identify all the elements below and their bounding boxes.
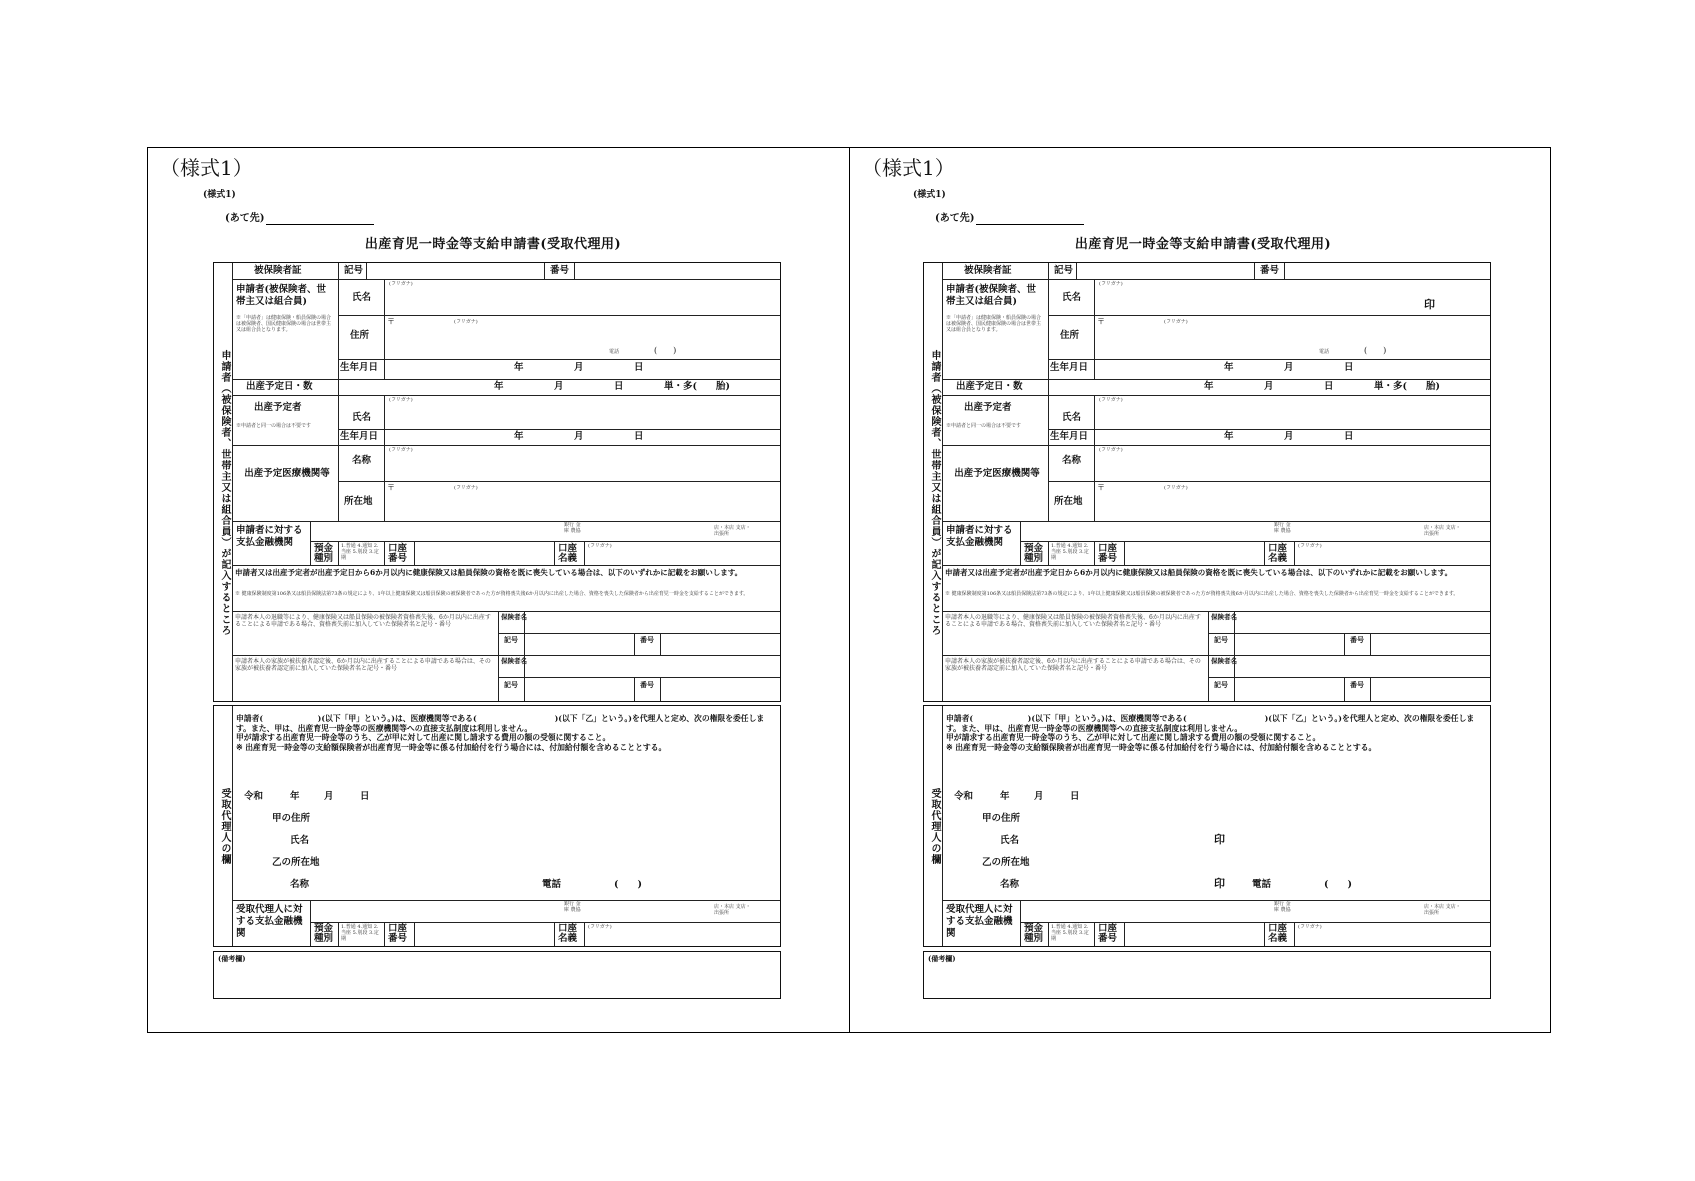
proxy-bank-type-options: 銀行 金庫 農協 [564,901,581,913]
account-name-furigana: (フリガナ) [588,543,612,549]
proxy-text-3: ※ 出産育児一時金等の支給額保険者が出産育児一時金等に係る付加給付を行う場合には、付加給付額を含めることとする。 [236,743,667,753]
applicant-birth-month: 月 [574,362,584,373]
applicant-birth-year: 年 [1224,362,1234,373]
institution-label: 出産予定医療機関等 [244,468,330,479]
proxy-bank-type-options: 銀行 金庫 農協 [1274,901,1291,913]
family-kigou-label: 記号 [1214,680,1228,689]
addressee-line [266,224,374,225]
form-title: 出産育児一時金等支給申請書(受取代理用) [1074,237,1332,252]
self-insurer-name-label: 保険者名 [1211,613,1237,621]
account-number-label: 口座番号 [388,543,408,565]
expectant-birth-day: 日 [1344,431,1354,442]
a-address-label: 甲の住所 [272,813,311,824]
form-title: 出産育児一時金等支給申請書(受取代理用) [364,237,622,252]
due-day: 日 [1324,381,1334,392]
proxy-text-2: 甲が請求する出産育児一時金等のうち、乙が甲に対して出産に関し請求する費用の額の受領に関すること。 [946,733,1321,743]
proxy-day: 日 [1070,791,1080,802]
insurance-card-label: 被保険者証 [964,265,1012,276]
applicant-address-furigana: (フリガナ) [1164,319,1188,325]
proxy-section-side-label: 受取代理人の欄 [929,787,940,865]
self-loss-text: 申請者本人の退職等により、健康保険又は船員保険の被保険者資格喪失後、6か月以内に出産することによる申請である場合、資格喪失前に加入していた保険者名と記号・番号 [235,614,491,629]
proxy-day: 日 [360,791,370,802]
self-insurer-name-label: 保険者名 [501,613,527,621]
deposit-type-options: 1.普通 4.通知 2.当座 5.別段 3.定期 [1051,543,1089,561]
applicant-birthdate-label: 生年月日 [340,362,379,373]
expectant-birth-day: 日 [634,431,644,442]
document-frame [147,147,1551,1033]
reiwa-label: 令和 [244,791,264,802]
proxy-text-2: 甲が請求する出産育児一時金等のうち、乙が甲に対して出産に関し請求する費用の額の受領に関すること。 [236,733,611,743]
a-seal-mark: 印 [1214,833,1225,846]
bank-heading: 申請者に対する支払金融機関 [236,525,303,548]
expectant-name-label: 氏名 [352,412,372,423]
proxy-delegation-text [236,714,776,753]
proxy-text-1: 申請者( )(以下「甲」という。)は、医療機関等である( )(以下「乙」という。)を代理人と定め、次の権限を委任します。また、甲は、出産育児一時金等の医療機関等への直接支払制度は利用しません。 [236,714,765,733]
applicant-name-label: 氏名 [352,292,372,303]
family-loss-text: 申請者本人の家族が被扶養者認定後、6か月以内に出産することによる申請である場合は、その家族が被扶養者認定前に加入していた保険者名と記号・番号 [235,658,491,673]
family-bangou-label: 番号 [1350,680,1364,689]
applicant-postal-mark: 〒 [1097,317,1105,326]
panel-label: （様式1） [160,156,253,180]
applicant-phone-label: 電話 [609,349,620,355]
bangou-label: 番号 [1260,265,1280,276]
kigou-label: 記号 [1054,265,1074,276]
institution-name-label: 名称 [1062,455,1082,466]
applicant-birth-year: 年 [514,362,524,373]
institution-name-label: 名称 [352,455,372,466]
institution-postal-mark: 〒 [1097,483,1105,492]
form-panel-right [849,148,1550,1032]
addressee-label: (あて先) [935,213,975,224]
institution-location-label: 所在地 [1054,496,1083,507]
proxy-phone-paren: ( ) [1324,879,1352,890]
proxy-phone-label: 電話 [1252,879,1272,890]
family-bangou-label: 番号 [640,680,654,689]
expectant-birthdate-label: 生年月日 [340,431,379,442]
expectant-note: ※申請者と同一の場合は不要です [946,423,1022,429]
due-date-label: 出産予定日・数 [246,381,313,392]
form-small-label: (様式1) [203,190,236,200]
applicant-address-furigana: (フリガナ) [454,319,478,325]
family-kigou-label: 記号 [504,680,518,689]
application-form [203,186,783,1016]
self-loss-text: 申請者本人の退職等により、健康保険又は船員保険の被保険者資格喪失後、6か月以内に出産することによる申請である場合、資格喪失前に加入していた保険者名と記号・番号 [945,614,1201,629]
applicant-birthdate-label: 生年月日 [1050,362,1089,373]
applicant-label: 申請者(被保険者、世帯主又は組合員) [946,284,1036,307]
remarks-label: (備考欄) [218,954,246,963]
expectant-birth-year: 年 [1224,431,1234,442]
applicant-phone-paren: ( ) [654,346,677,355]
self-bangou-label: 番号 [640,635,654,644]
family-insurer-name-label: 保険者名 [501,657,527,665]
applicant-address-label: 住所 [350,330,370,341]
proxy-deposit-type-options: 1.普通 4.通知 2.当座 5.別段 3.定期 [1051,924,1089,942]
applicant-name-furigana: (フリガナ) [1099,281,1123,287]
b-seal-mark: 印 [1214,877,1225,890]
applicant-birth-day: 日 [1344,362,1354,373]
due-date-label: 出産予定日・数 [956,381,1023,392]
loss-notice-text: 申請者又は出産予定者が出産予定日から6か月以内に健康保険又は船員保険の資格を既に喪失している場合は、以下のいずれかに記載をお願いします。 [945,568,1453,577]
a-name-label: 氏名 [290,835,310,846]
proxy-account-number-label: 口座番号 [1098,923,1118,945]
applicant-section-side-label: 申請者（被保険者、世帯主又は組合員）が記入するところ [219,350,230,636]
proxy-section-side-label: 受取代理人の欄 [219,787,230,865]
proxy-bank-heading: 受取代理人に対する支払金融機関 [236,904,303,939]
applicant-birth-month: 月 [1284,362,1294,373]
panel-label: （様式1） [862,156,955,180]
expectant-birth-month: 月 [574,431,584,442]
proxy-deposit-type-options: 1.普通 4.通知 2.当座 5.別段 3.定期 [341,924,379,942]
proxy-delegation-text [946,714,1486,753]
institution-location-furigana: (フリガナ) [1164,485,1188,491]
self-kigou-label: 記号 [1214,635,1228,644]
due-year: 年 [1204,381,1214,392]
proxy-account-name-furigana: (フリガナ) [1298,924,1322,930]
expectant-birth-year: 年 [514,431,524,442]
expectant-name-furigana: (フリガナ) [1099,397,1123,403]
proxy-branch-type-options: 店・本店 支店・出張所 [1424,904,1461,916]
due-month: 月 [1264,381,1274,392]
applicant-name-furigana: (フリガナ) [389,281,413,287]
proxy-branch-type-options: 店・本店 支店・出張所 [714,904,751,916]
deposit-type-label: 預金種別 [314,543,334,565]
institution-label: 出産予定医療機関等 [954,468,1040,479]
applicant-postal-mark: 〒 [387,317,395,326]
branch-type-options: 店・本店 支店・出張所 [1424,525,1461,537]
expectant-note: ※申請者と同一の場合は不要です [236,423,312,429]
remarks-box [213,951,781,999]
form-panel-left [148,148,849,1032]
family-loss-text: 申請者本人の家族が被扶養者認定後、6か月以内に出産することによる申請である場合は、その家族が被扶養者認定前に加入していた保険者名と記号・番号 [945,658,1201,673]
applicant-seal-mark: 印 [1424,298,1435,311]
proxy-phone-paren: ( ) [614,879,642,890]
application-form [913,186,1493,1016]
applicant-birth-day: 日 [634,362,644,373]
applicant-section [213,262,781,702]
proxy-account-number-label: 口座番号 [388,923,408,945]
form-small-label: (様式1) [913,190,946,200]
expectant-birthdate-label: 生年月日 [1050,431,1089,442]
remarks-label: (備考欄) [928,954,956,963]
expectant-label: 出産予定者 [254,402,302,413]
proxy-account-name-label: 口座名義 [558,923,578,945]
institution-location-label: 所在地 [344,496,373,507]
bank-type-options: 銀行 金庫 農協 [564,522,581,534]
loss-notice-text: 申請者又は出産予定者が出産予定日から6か月以内に健康保険又は船員保険の資格を既に喪失している場合は、以下のいずれかに記載をお願いします。 [235,568,743,577]
b-location-label: 乙の所在地 [982,857,1030,868]
bank-heading: 申請者に対する支払金融機関 [946,525,1013,548]
proxy-year: 年 [1000,791,1010,802]
due-month: 月 [554,381,564,392]
self-bangou-label: 番号 [1350,635,1364,644]
account-name-furigana: (フリガナ) [1298,543,1322,549]
b-name-label: 名称 [1000,879,1020,890]
proxy-section [213,705,781,947]
due-day: 日 [614,381,624,392]
institution-location-furigana: (フリガナ) [454,485,478,491]
bank-type-options: 銀行 金庫 農協 [1274,522,1291,534]
applicant-note: ※「申請者」は健康保険・船員保険の場合は被保険者、国民健康保険の場合は世帯主又は組合員となります。 [236,315,332,333]
applicant-note: ※「申請者」は健康保険・船員保険の場合は被保険者、国民健康保険の場合は世帯主又は組合員となります。 [946,315,1042,333]
expectant-name-furigana: (フリガナ) [389,397,413,403]
proxy-text-1: 申請者( )(以下「甲」という。)は、医療機関等である( )(以下「乙」という。)を代理人と定め、次の権限を委任します。また、甲は、出産育児一時金等の医療機関等への直接支払制度は利用しません。 [946,714,1475,733]
deposit-type-label: 預金種別 [1024,543,1044,565]
addressee-field [935,213,1084,225]
loss-fine-note: ※ 健康保険制度第106条又は船員保険法第73条の規定により、1年以上健康保険又は船員保険の被保険者であった方が資格喪失後6か月以内に出産した場合、資格を喪失した保険者から出産育児一時金を支給することができます。 [945,591,1459,597]
proxy-account-name-furigana: (フリガナ) [588,924,612,930]
account-number-label: 口座番号 [1098,543,1118,565]
b-location-label: 乙の所在地 [272,857,320,868]
expectant-name-label: 氏名 [1062,412,1082,423]
bangou-label: 番号 [550,265,570,276]
proxy-phone-label: 電話 [542,879,562,890]
remarks-box [923,951,1491,999]
loss-fine-note: ※ 健康保険制度第106条又は船員保険法第73条の規定により、1年以上健康保険又は船員保険の被保険者であった方が資格喪失後6か月以内に出産した場合、資格を喪失した保険者から出産育児一時金を支給することができます。 [235,591,749,597]
proxy-section [923,705,1491,947]
reiwa-label: 令和 [954,791,974,802]
kigou-label: 記号 [344,265,364,276]
b-name-label: 名称 [290,879,310,890]
applicant-section [923,262,1491,702]
deposit-type-options: 1.普通 4.通知 2.当座 5.別段 3.定期 [341,543,379,561]
proxy-month: 月 [1034,791,1044,802]
applicant-phone-paren: ( ) [1364,346,1387,355]
branch-type-options: 店・本店 支店・出張所 [714,525,751,537]
self-kigou-label: 記号 [504,635,518,644]
proxy-bank-heading: 受取代理人に対する支払金融機関 [946,904,1013,939]
institution-postal-mark: 〒 [387,483,395,492]
proxy-account-name-label: 口座名義 [1268,923,1288,945]
applicant-section-side-label: 申請者（被保険者、世帯主又は組合員）が記入するところ [929,350,940,636]
due-year: 年 [494,381,504,392]
proxy-deposit-type-label: 預金種別 [1024,923,1044,945]
applicant-phone-label: 電話 [1319,349,1330,355]
proxy-deposit-type-label: 預金種別 [314,923,334,945]
proxy-month: 月 [324,791,334,802]
family-insurer-name-label: 保険者名 [1211,657,1237,665]
expectant-label: 出産予定者 [964,402,1012,413]
proxy-text-3: ※ 出産育児一時金等の支給額保険者が出産育児一時金等に係る付加給付を行う場合には、付加給付額を含めることとする。 [946,743,1377,753]
applicant-name-label: 氏名 [1062,292,1082,303]
addressee-line [976,224,1084,225]
addressee-label: (あて先) [225,213,265,224]
addressee-field [225,213,374,225]
a-name-label: 氏名 [1000,835,1020,846]
single-multi-label: 単・多( 胎) [664,381,730,392]
a-address-label: 甲の住所 [982,813,1021,824]
proxy-year: 年 [290,791,300,802]
applicant-address-label: 住所 [1060,330,1080,341]
expectant-birth-month: 月 [1284,431,1294,442]
institution-name-furigana: (フリガナ) [389,447,413,453]
single-multi-label: 単・多( 胎) [1374,381,1440,392]
insurance-card-label: 被保険者証 [254,265,302,276]
account-name-label: 口座名義 [1268,543,1288,565]
institution-name-furigana: (フリガナ) [1099,447,1123,453]
applicant-label: 申請者(被保険者、世帯主又は組合員) [236,284,326,307]
account-name-label: 口座名義 [558,543,578,565]
